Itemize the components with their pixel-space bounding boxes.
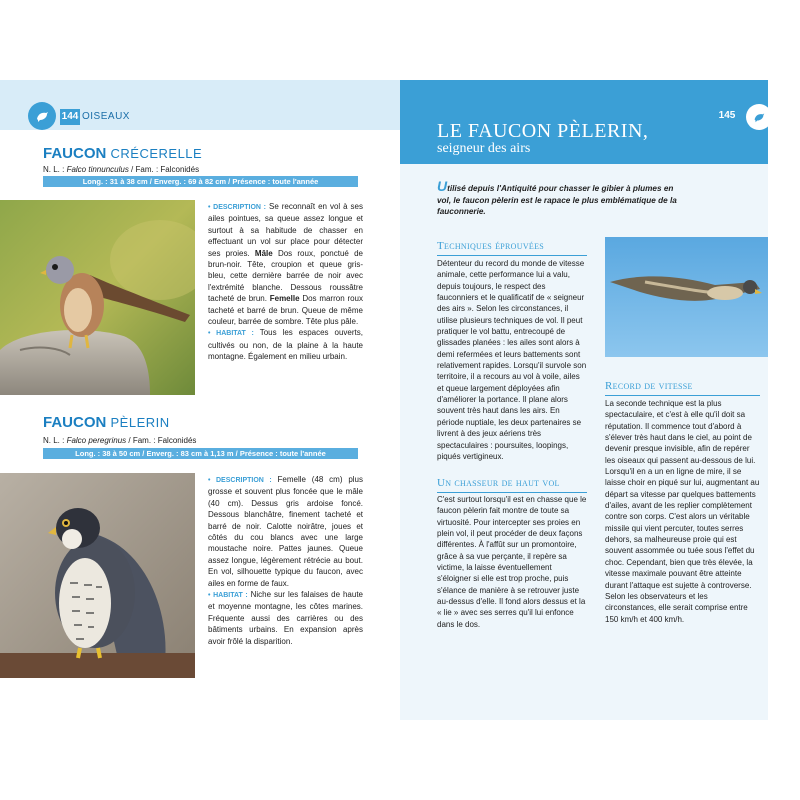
- species-title-pelerin: [43, 414, 170, 431]
- nl-label: N. L. :: [43, 436, 67, 445]
- flying-falcon-photo: [605, 237, 768, 357]
- habitat-label: • HABITAT :: [208, 330, 254, 338]
- habitat-paragraph: [208, 589, 363, 647]
- right-page-number: 145: [718, 110, 736, 121]
- latin-name: Falco peregrinus: [66, 436, 127, 445]
- desc-text-1: Femelle (48 cm) plus grosse et souvent plus foncée que le mâle (40 cm). Dessus gris ardoise foncé. Dessous blanchâtre, finement tacheté et barré de noir. Calotte noirâtre, joues et côtés du cou blancs avec une large moustache noire. Pattes jaunes. Queue assez longue, légèrement rétrécie au bout. En vol, silhouette typique du faucon, avec ailes en forme de faux.: [208, 475, 363, 588]
- desc-text-1: Se reconnaît en vol à ses ailes pointues, sa queue assez longue et surtout à sa habitude de chasser en effectuant un vol sur place pour détecter ses proies.: [208, 202, 364, 258]
- section-title-chasseur: Un chasseur de haut vol: [437, 477, 560, 489]
- desc-text-3: Dos marron roux tacheté et barré de brun. Queue de même couleur, barrée de sombre. Tête plus pâle.: [208, 294, 364, 327]
- intro-dropcap: U: [437, 178, 448, 194]
- species-stats-bar-crecerelle: Long. : 31 à 38 cm / Enverg. : 69 à 82 cm / Présence : toute l'année: [43, 176, 358, 187]
- desc-paragraph: [208, 201, 363, 327]
- species-stats-bar-pelerin: Long. : 38 à 50 cm / Enverg. : 83 cm à 1,13 m / Présence : toute l'année: [43, 448, 358, 459]
- description-pelerin: [208, 474, 363, 647]
- kestrel-photo: [0, 200, 195, 395]
- section-rule: [437, 255, 587, 256]
- bird-icon: [751, 110, 767, 124]
- species-name-sub: PÈLERIN: [110, 415, 170, 430]
- section-text-techniques: [437, 258, 587, 462]
- latin-name: Falco tinnunculus: [66, 165, 129, 174]
- male-label: Mâle: [254, 248, 273, 258]
- section-rule: [605, 395, 760, 396]
- desc-text-2: Dos roux, ponctué de brun-noir. Tête, croupion et queue gris-bleu, cette dernière barrée de noir avec l'extrémité blanche. Dessous roussâtre tacheté de brun.: [208, 248, 363, 304]
- intro-text: tilisé depuis l'Antiquité pour chasser le gibier à plumes en vol, le faucon pèlerin est le rapace le plus emblématique de la fauconnerie.: [437, 184, 677, 216]
- section-badge: [28, 102, 56, 130]
- family: / Fam. : Falconidés: [126, 436, 197, 445]
- section-text-chasseur: [437, 494, 587, 630]
- female-label: Femelle: [269, 294, 300, 304]
- habitat-paragraph: [208, 327, 363, 362]
- family: / Fam. : Falconidés: [128, 165, 200, 174]
- section-paragraph: Détenteur du record du monde de vitesse animale, cette performance lui a valu, depuis toujours, le respect des fauconniers et le qualificatif de « seigneur des airs ». Selon les circonstances, il utilise plusieurs techniques de vol. Il peut pratiquer le vol battu, entrecoupé de glissades planées : les ailes sont alors à demi refermées et leurs battements sont relativement rapides. Lorsqu'il survole son territoire, il a recours au vol à voile, ailes et queue largement déployées afin d'améliorer la portance. Il plane alors souvent très haut dans les airs. En période nuptiale, les deux partenaires se livrent à des jeux aériens très spectaculaires : poursuites, loopings, piqués vertigineux.: [437, 259, 587, 461]
- section-rule: [437, 492, 587, 493]
- species-nl-pelerin: [43, 436, 196, 445]
- right-section-badge: [746, 104, 772, 130]
- left-page-number: 144: [60, 109, 80, 125]
- description-label: • DESCRIPTION :: [208, 204, 267, 211]
- article-title: LE FAUCON PÈLERIN,: [437, 120, 649, 142]
- desc-paragraph: [208, 474, 363, 589]
- species-name-sub: CRÉCERELLE: [110, 146, 203, 161]
- article-intro: [437, 178, 677, 218]
- habitat-text: Tous les espaces ouverts, cultivés ou non, de la plaine à la haute montagne. Également en milieu urbain.: [208, 328, 363, 362]
- habitat-label: • HABITAT :: [208, 592, 248, 600]
- flying-falcon-illustration: [605, 237, 768, 357]
- section-text-record: [605, 398, 760, 625]
- section-paragraph: C'est surtout lorsqu'il est en chasse que le faucon pèlerin fait montre de toute sa virtuosité. Pour intercepter ses proies en plein vol, il peut procéder de deux façons différentes. À l'affût sur un promontoire, grâce à sa vue perçante, il repère sa victime, la laisse éventuellement s'éloigner si elle est trop proche, puis s'élance de manière à se retrouver juste au-dessus d'elle. Il fond alors dessus et la « lie » avec ses serres qu'il lui enfonce dans le dos.: [437, 495, 587, 629]
- species-title-crecerelle: [43, 145, 202, 162]
- section-title-record: Record de vitesse: [605, 380, 693, 392]
- description-crecerelle: [208, 201, 363, 363]
- peregrine-photo: [0, 473, 195, 678]
- kestrel-illustration: [0, 200, 195, 395]
- species-nl-crecerelle: [43, 165, 199, 174]
- species-name-main: FAUCON: [43, 414, 107, 431]
- section-paragraph: La seconde technique est la plus spectaculaire, et c'est à elle qu'il doit sa réputation. Il commence tout d'abord à s'élever très haut dans le ciel, au point de devenir presque invisible, afin de repérer les oiseaux qui passent au-dessous de lui. Lorsqu'il en a un en ligne de mire, il se laisse choir en piqué sur lui, augmentant au départ sa vitesse par quelques battements d'ailes, avant de les replier complètement contre son corps. C'est alors un véritable missile qui vient percuter, toutes serres dehors, sa malheureuse proie qui est souvent assommée ou tuée sous l'effet du choc. Cependant, bien que très élevée, la vitesse maximale pouvant être atteinte durant l'attaque est sujette à controverse. Selon les observateurs et les circonstances, elle serait comprise entre 150 km/h et 400 km/h.: [605, 399, 760, 624]
- description-label: • DESCRIPTION :: [208, 477, 272, 484]
- habitat-text: Niche sur les falaises de haute et moyenne montagne, les côtes marines. Fréquente aussi des carrières ou des bâtiments urbains. En expansion après avoir frôlé la disparition.: [208, 590, 363, 646]
- bird-icon: [34, 108, 50, 124]
- peregrine-illustration: [0, 473, 195, 678]
- species-name-main: FAUCON: [43, 145, 107, 162]
- nl-label: N. L. :: [43, 165, 67, 174]
- article-subtitle: seigneur des airs: [437, 141, 531, 156]
- section-label: OISEAUX: [82, 111, 130, 122]
- section-title-techniques: Techniques éprouvées: [437, 240, 545, 252]
